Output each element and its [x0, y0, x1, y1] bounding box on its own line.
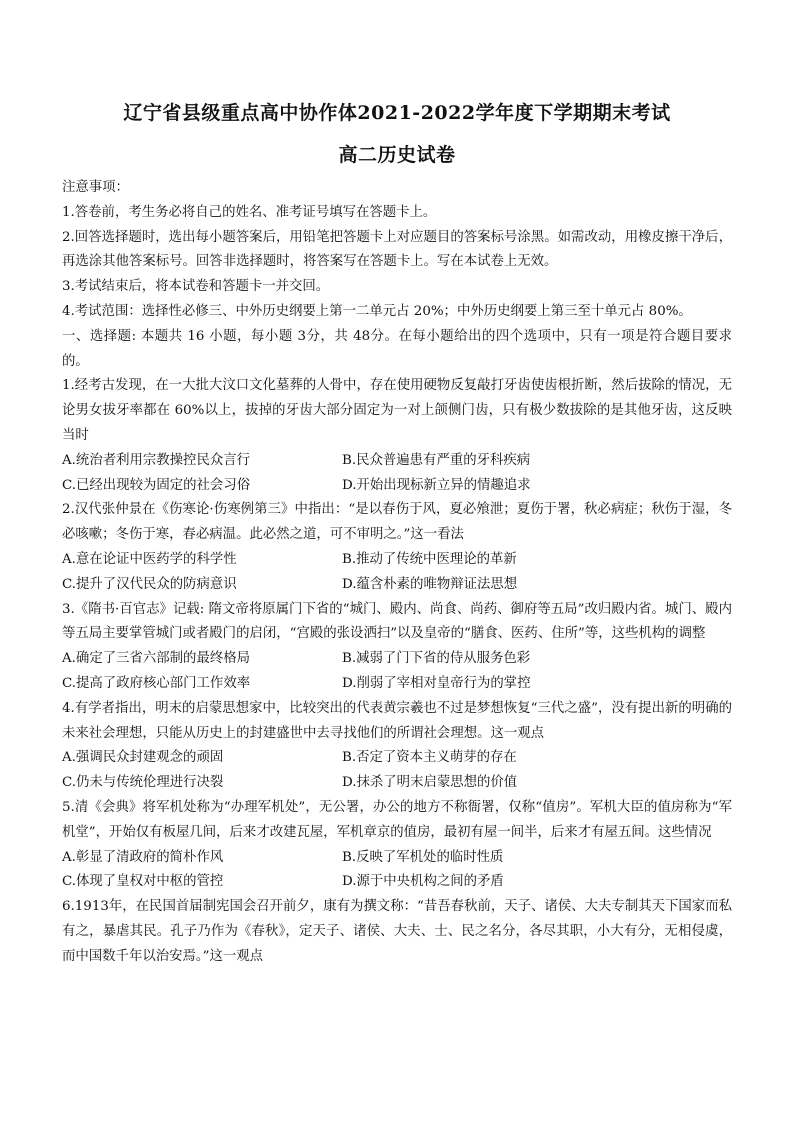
option-row [62, 870, 732, 895]
option-b: B.减弱了门下省的侍从服务色彩 [342, 651, 531, 667]
option-b: B.反映了军机处的临时性质 [342, 849, 504, 865]
option-a: A.彰显了清政府的简朴作风 [62, 849, 224, 865]
option-row [62, 672, 732, 697]
section-heading: 一、选择题: 本题共 16 小题，每小题 3分，共 48分。在每小题给出的四个选项中，只有一项是符合题目要求的。 [62, 328, 732, 369]
option-row [62, 548, 732, 573]
option-c: C.已经出现较为固定的社会习俗 [62, 477, 251, 493]
option-row [62, 573, 732, 598]
option-row [62, 474, 732, 499]
option-d: D.削弱了宰相对皇帝行为的掌控 [342, 675, 531, 691]
option-a: A.确定了三省六部制的最终格局 [62, 651, 251, 667]
notice-item: 2.回答选择题时，选出每小题答案后，用铅笔把答题卡上对应题目的答案标号涂黑。如需改动，用橡皮擦干净后，再选涂其他答案标号。回答非选择题时，将答案写在答题卡上。写在本试卷上无效。 [62, 229, 732, 270]
option-row [62, 846, 732, 871]
option-a: A.统治者利用宗教操控民众言行 [62, 452, 251, 468]
option-a: A.意在论证中医药学的科学性 [62, 551, 237, 567]
notice-item: 4.考试范围：选择性必修三、中外历史纲要上第一二单元占 20%；中外历史纲要上第三至十单元占 80%。 [62, 303, 692, 319]
question-stem: 3.《隋书·百官志》记载: 隋文帝将原属门下省的“城门、殿内、尚食、尚药、御府等五局”改归殿内省。城门、殿内等五局主要掌管城门或者殿门的启闭，“宫殿的张设洒扫”以及皇帝的“膳食、医药、住所”等，这些机构的调整 [62, 601, 732, 642]
option-b: B.否定了资本主义萌芽的存在 [342, 750, 517, 766]
option-c: C.体现了皇权对中枢的管控 [62, 874, 224, 890]
question-stem: 1.经考古发现，在一大批大汶口文化墓葬的人骨中，存在使用硬物反复敲打牙齿使齿根折断，然后拔除的情况，无论男女拔牙率都在 60%以上，拔掉的牙齿大部分固定为一对上颌侧门齿，只有极少数拔除的是其他牙齿，这反映当时 [62, 378, 732, 443]
option-row [62, 746, 732, 771]
option-row [62, 771, 732, 796]
option-b: B.推动了传统中医理论的革新 [342, 551, 517, 567]
exam-body [62, 176, 732, 970]
option-d: D.抹杀了明末启蒙思想的价值 [342, 775, 518, 791]
question-stem: 4.有学者指出，明末的启蒙思想家中，比较突出的代表黄宗羲也不过是梦想恢复“三代之盛”，没有提出新的明确的未来社会理想，只能从历史上的封建盛世中去寻找他们的所谓社会理想。这一观点 [62, 700, 732, 741]
notice-item: 1.答卷前，考生务必将自己的姓名、准考证号填写在答题卡上。 [62, 204, 437, 220]
option-d: D.源于中央机构之间的矛盾 [342, 874, 504, 890]
question-stem: 6.1913年，在民国首届制宪国会召开前夕，康有为撰文称：“昔吾春秋前，天子、诸侯、大夫专制其天下国家而私有之，暴虐其民。孔子乃作为《春秋》，定天子、诸侯、大夫、士、民之名分，各尽其职，小大有分，无相侵虞，而中国数千年以治安焉。”这一观点 [62, 899, 732, 964]
option-c: C.仍未与传统伦理进行决裂 [62, 775, 224, 791]
notice-heading: 注意事项： [62, 180, 129, 195]
option-b: B.民众普遍患有严重的牙科疾病 [342, 452, 531, 468]
option-row [62, 449, 732, 474]
exam-title: 辽宁省县级重点高中协作体2021-2022学年度下学期期末考试 [123, 102, 671, 124]
exam-subtitle: 高二历史试卷 [338, 144, 456, 166]
option-c: C.提升了汉代民众的防病意识 [62, 576, 237, 592]
option-d: D.蕴含朴素的唯物辩证法思想 [342, 576, 518, 592]
question-stem: 2.汉代张仲景在《伤寒论·伤寒例第三》中指出：“是以春伤于风，夏必飧泄；夏伤于署，秋必病症；秋伤于湿，冬必咳嗽；冬伤于寒，春必病温。此必然之道，可不审明之。”这一看法 [62, 502, 732, 543]
option-d: D.开始出现标新立异的情趣追求 [342, 477, 531, 493]
question-stem: 5.清《会典》将军机处称为“办理军机处”，无公署，办公的地方不称衙署，仅称“值房”。军机大臣的值房称为“军机堂”，开始仅有板屋几间，后来才改建瓦屋，军机章京的值房，最初有屋一间半，后来才有屋五间。这些情况 [62, 799, 732, 840]
option-c: C.提高了政府核心部门工作效率 [62, 675, 251, 691]
notice-item: 3.考试结束后，将本试卷和答题卡一并交回。 [62, 279, 330, 295]
option-a: A.强调民众封建观念的顽固 [62, 750, 224, 766]
option-row [62, 647, 732, 672]
